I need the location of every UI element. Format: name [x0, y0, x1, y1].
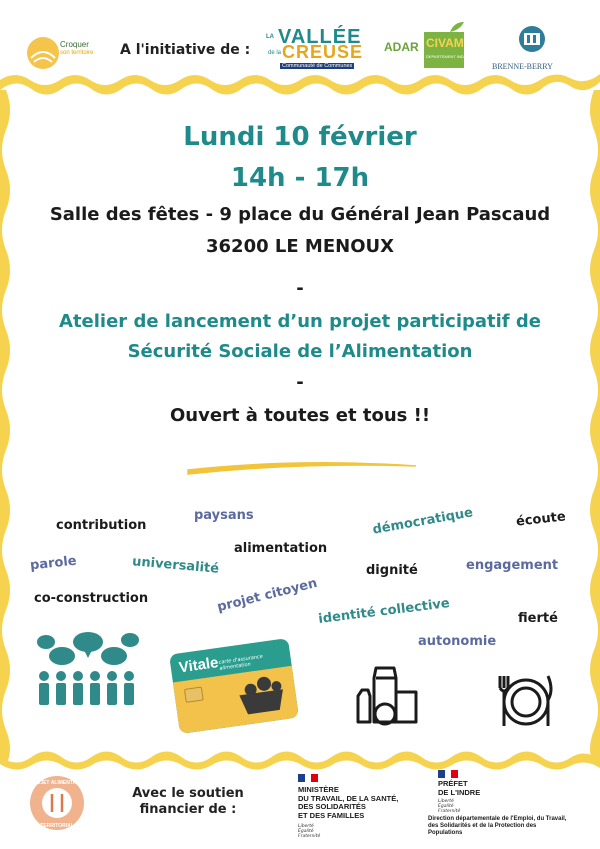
event-date: Lundi 10 février	[183, 122, 417, 152]
address-line2: 36200 LE MENOUX	[206, 236, 394, 257]
workshop-line1: Atelier de lancement d’un projet participatif de	[59, 311, 541, 332]
keyword-engagement: engagement	[466, 558, 559, 573]
keyword-parole: parole	[29, 553, 78, 574]
keyword-contribution: contribution	[56, 518, 147, 533]
keyword-projet-citoyen: projet citoyen	[215, 575, 319, 616]
keyword-co-construction: co-construction	[34, 591, 149, 606]
food-basket-icon	[229, 668, 295, 720]
french-flag-icon	[438, 770, 458, 778]
keyword-ecoute: écoute	[515, 509, 567, 530]
french-flag-icon	[298, 774, 318, 782]
vallee-creuse-logo: LA VALLÉE de la CREUSE Communauté de Communes	[266, 26, 364, 69]
people-discussion-icon	[34, 630, 142, 712]
keyword-fierte: fierté	[518, 611, 558, 626]
separator: -	[296, 278, 304, 299]
vitale-card	[169, 638, 299, 734]
svg-text:TERRITORIAL: TERRITORIAL	[40, 823, 74, 829]
keyword-universalite: universalité	[131, 554, 220, 577]
card-title: Vitale	[177, 654, 220, 677]
event-time: 14h - 17h	[230, 163, 370, 193]
support-label: Avec le soutien financier de :	[132, 786, 244, 817]
ministere-logo: MINISTÈRE DU TRAVAIL, DE LA SANTÉ, DES SOLIDARITÉS ET DES FAMILLES Liberté Égalité Fraternité	[298, 774, 418, 842]
keyword-identite-collective: identité collective	[317, 596, 451, 627]
croquer-logo: Croquer son territoire	[26, 26, 106, 82]
plate-cutlery-icon	[494, 670, 554, 730]
brenne-berry-logo: BRENNE-BERRY	[488, 24, 578, 76]
keyword-autonomie: autonomie	[418, 634, 497, 649]
address-line1: Salle des fêtes - 9 place du Général Jean Pascaud	[49, 204, 551, 225]
chip-icon	[184, 686, 204, 702]
separator: -	[296, 372, 304, 393]
projet-alimentaire-logo	[28, 774, 86, 832]
keyword-democratique: démocratique	[371, 505, 475, 538]
keyword-paysans: paysans	[194, 508, 254, 523]
workshop-line2: Sécurité Sociale de l’Alimentation	[127, 341, 473, 362]
open-to-all: Ouvert à toutes et tous !!	[169, 405, 431, 426]
initiative-label: A l'initiative de :	[120, 42, 251, 58]
keyword-dignite: dignité	[366, 563, 418, 578]
svg-text:PROJET ALIMENTAIRE: PROJET ALIMENTAIRE	[29, 780, 85, 786]
cpie-emblem-icon	[514, 24, 550, 54]
adar-civam-logo: ADAR CIVAM DEPARTEMENT INDRE	[384, 22, 474, 72]
card-subtitle: carte d'assurance alimentation	[218, 653, 264, 672]
leaf-icon	[448, 20, 468, 34]
prefet-logo: PRÉFET DE L'INDRE Liberté Égalité Fraternité Direction départementale de l'Emploi, du Travail, des Solidarités et de la Protection des Populations	[428, 770, 578, 842]
groceries-icon	[354, 664, 424, 730]
keyword-alimentation: alimentation	[234, 541, 328, 556]
